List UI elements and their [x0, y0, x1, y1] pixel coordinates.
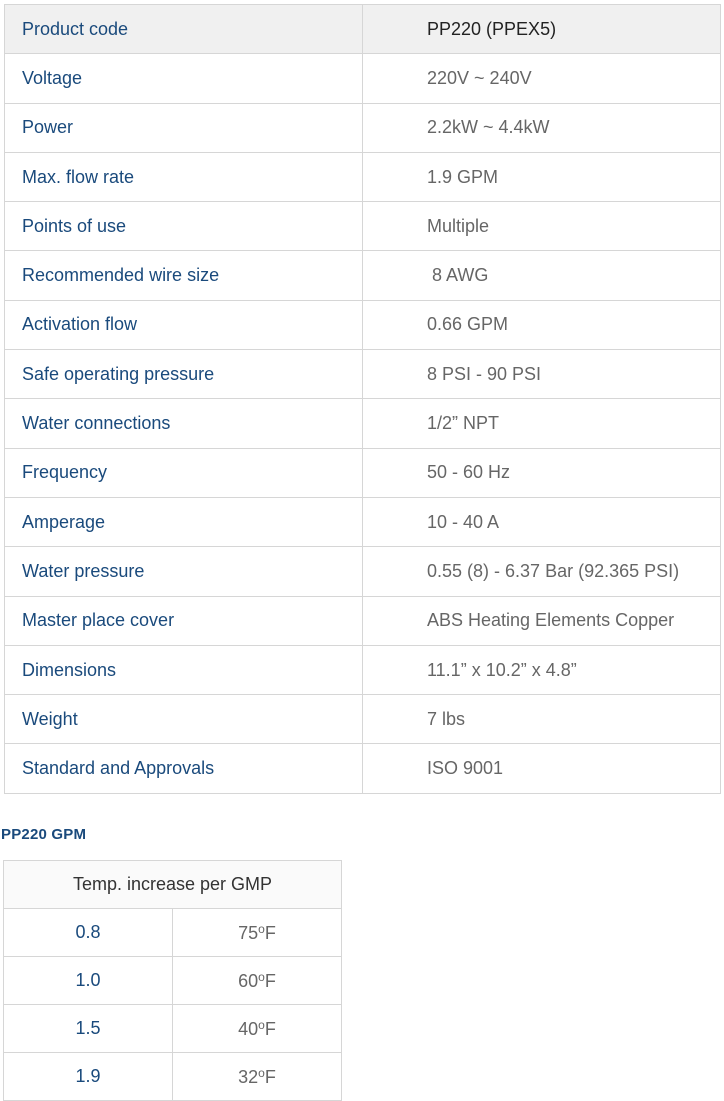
- spec-label: Product code: [5, 5, 363, 54]
- spec-row-water-pressure: [5, 547, 721, 596]
- degree-symbol: o: [258, 970, 265, 984]
- spec-row-max-flow-rate: [5, 152, 721, 201]
- spec-value: 220V ~ 240V: [363, 54, 721, 103]
- temp-value: 60: [238, 971, 259, 991]
- spec-value: Multiple: [363, 202, 721, 251]
- spec-value: 2.2kW ~ 4.4kW: [363, 103, 721, 152]
- spec-value: PP220 (PPEX5): [363, 5, 721, 54]
- spec-value: 1/2” NPT: [363, 399, 721, 448]
- degree-symbol: o: [258, 1066, 265, 1080]
- temp-unit: F: [264, 1067, 276, 1087]
- spec-row-voltage: [5, 54, 721, 103]
- temp-value: 40: [238, 1019, 259, 1039]
- temp-value: 75: [238, 923, 259, 943]
- temp-unit: F: [264, 1019, 276, 1039]
- spec-label: Points of use: [5, 202, 363, 251]
- spec-value: ABS Heating Elements Copper: [363, 596, 721, 645]
- spec-value: 11.1” x 10.2” x 4.8”: [363, 645, 721, 694]
- spec-value: 0.66 GPM: [363, 300, 721, 349]
- spec-label: Max. flow rate: [5, 152, 363, 201]
- gpm-rate-cell: 1.9: [4, 1053, 173, 1101]
- spec-row-amperage: [5, 497, 721, 546]
- spec-label: Power: [5, 103, 363, 152]
- temp-unit: F: [264, 971, 276, 991]
- spec-row-frequency: [5, 448, 721, 497]
- temp-value: 32: [238, 1067, 259, 1087]
- spec-value: 8 AWG: [363, 251, 721, 300]
- gpm-row: [4, 1053, 342, 1101]
- spec-label: Activation flow: [5, 300, 363, 349]
- spec-row-wire-size: [5, 251, 721, 300]
- spec-label: Frequency: [5, 448, 363, 497]
- spec-label: Voltage: [5, 54, 363, 103]
- gpm-row: [4, 957, 342, 1005]
- spec-row-master-place-cover: [5, 596, 721, 645]
- gpm-rate-cell: 1.0: [4, 957, 173, 1005]
- spec-value: ISO 9001: [363, 744, 721, 793]
- spec-table: [4, 4, 721, 794]
- spec-value: 50 - 60 Hz: [363, 448, 721, 497]
- gpm-header-row: [4, 861, 342, 909]
- gpm-rate-cell: 0.8: [4, 909, 173, 957]
- spec-value: 8 PSI - 90 PSI: [363, 350, 721, 399]
- spec-value: 0.55 (8) - 6.37 Bar (92.365 PSI): [363, 547, 721, 596]
- spec-value: 7 lbs: [363, 695, 721, 744]
- gpm-temp-cell: [173, 909, 342, 957]
- gpm-header: Temp. increase per GMP: [4, 861, 342, 909]
- spec-label: Safe operating pressure: [5, 350, 363, 399]
- spec-value: 10 - 40 A: [363, 497, 721, 546]
- gpm-row: [4, 909, 342, 957]
- temp-unit: F: [264, 923, 276, 943]
- spec-table-body: [5, 5, 721, 794]
- spec-row-weight: [5, 695, 721, 744]
- spec-label: Weight: [5, 695, 363, 744]
- gpm-section-title: PP220 GPM: [1, 826, 87, 843]
- degree-symbol: o: [258, 1018, 265, 1032]
- spec-label: Dimensions: [5, 645, 363, 694]
- spec-row-power: [5, 103, 721, 152]
- spec-label: Water pressure: [5, 547, 363, 596]
- spec-label: Standard and Approvals: [5, 744, 363, 793]
- gpm-table: [3, 860, 342, 1101]
- gpm-temp-cell: [173, 957, 342, 1005]
- degree-symbol: o: [258, 922, 265, 936]
- spec-label: Recommended wire size: [5, 251, 363, 300]
- spec-label: Amperage: [5, 497, 363, 546]
- gpm-temp-cell: [173, 1053, 342, 1101]
- gpm-rate-cell: 1.5: [4, 1005, 173, 1053]
- gpm-row: [4, 1005, 342, 1053]
- spec-row-water-connections: [5, 399, 721, 448]
- spec-row-safe-operating-pressure: [5, 350, 721, 399]
- spec-row-dimensions: [5, 645, 721, 694]
- spec-label: Water connections: [5, 399, 363, 448]
- spec-value: 1.9 GPM: [363, 152, 721, 201]
- spec-row-points-of-use: [5, 202, 721, 251]
- gpm-temp-cell: [173, 1005, 342, 1053]
- spec-label: Master place cover: [5, 596, 363, 645]
- spec-row-activation-flow: [5, 300, 721, 349]
- spec-row-product-code: [5, 5, 721, 54]
- gpm-table-body: [4, 861, 342, 1101]
- spec-row-standards: [5, 744, 721, 793]
